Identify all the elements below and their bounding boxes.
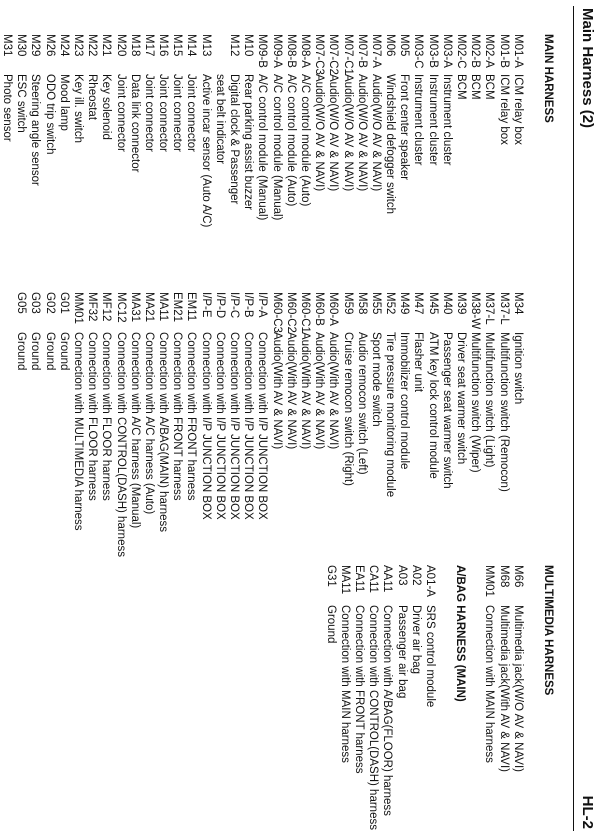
connector-description: Key solenoid	[100, 74, 113, 140]
connector-row	[99, 34, 113, 284]
connector-row	[312, 34, 326, 284]
connector-row	[397, 292, 411, 562]
connector-code: M26	[43, 34, 56, 57]
connector-description: Connection with MAIN harness	[483, 605, 496, 763]
connector-code: M18	[128, 34, 141, 57]
connector-code: M07-C2	[327, 34, 340, 75]
connector-code: M07-C1	[341, 34, 354, 75]
connector-description: Joint connector	[142, 74, 155, 152]
connector-row	[170, 34, 184, 284]
connector-row	[28, 292, 42, 562]
connector-row	[42, 292, 56, 562]
connector-description: Connection with MULTIMEDIA harness	[72, 332, 84, 531]
connector-description: Connection with I/P JUNCTION BOX	[199, 332, 212, 520]
connector-list	[324, 565, 438, 835]
connector-row	[269, 292, 283, 562]
connector-code: M37-L	[497, 292, 510, 325]
connector-code: M31	[1, 34, 14, 57]
connector-row	[284, 292, 298, 562]
connector-description: ODO trip switch	[43, 74, 56, 155]
connector-row	[142, 292, 156, 562]
connector-code: MA11	[157, 292, 170, 322]
connector-row	[355, 292, 369, 562]
connector-description: Multimedia jack(With AV & NAVI)	[497, 605, 510, 773]
connector-code: G31	[324, 565, 337, 587]
connector-code: M02-A	[483, 34, 496, 68]
connector-code: M16	[157, 34, 170, 57]
connector-row	[468, 292, 482, 562]
connector-description: Instrument cluster	[426, 74, 439, 166]
connector-row	[156, 292, 170, 562]
connector-description: Digital clock & Passenger	[228, 74, 241, 205]
connector-description: Connection with CONTROL(DASH) harness	[114, 332, 127, 557]
connector-description: Audio remocon switch (Left)	[355, 332, 368, 475]
connector-description: Audio(With AV & NAVI)	[299, 332, 311, 450]
connector-description: Connection with FLOOR harness	[86, 332, 99, 501]
connector-code: M02-C	[455, 34, 468, 69]
section-title-abag-harness: A/BAG HARNESS (MAIN)	[454, 565, 467, 702]
connector-row	[170, 292, 184, 562]
section-spacer	[525, 565, 539, 835]
connector-description: ICM relay box	[497, 74, 510, 145]
connector-row	[113, 292, 127, 562]
connector-description: Ground	[43, 332, 56, 371]
connector-row	[440, 34, 454, 284]
connector-description: Audio(With AV & NAVI)	[313, 332, 326, 450]
connector-row	[199, 292, 213, 562]
connector-row	[482, 565, 496, 835]
connector-description: Connection with MAIN harness	[338, 605, 351, 763]
connector-row	[440, 292, 454, 562]
connector-description: Multifunction switch (Wiper)	[469, 332, 482, 473]
page-title: Main Harness (2)	[579, 8, 596, 129]
section-spacer	[437, 565, 451, 835]
connector-row	[14, 292, 28, 562]
connector-code: M30	[15, 34, 28, 57]
connector-row	[511, 565, 525, 835]
connector-row	[326, 292, 340, 562]
connector-code: M60-A	[327, 292, 340, 326]
connector-row	[184, 292, 198, 562]
connector-description: Driver seat warmer switch	[455, 332, 468, 465]
connector-code: EM21	[171, 292, 184, 323]
connector-row	[199, 34, 213, 284]
connector-description: Multimedia jack(W/O AV & NAVI)	[511, 605, 524, 772]
connector-code: M45	[426, 292, 439, 315]
section-spacer	[525, 292, 539, 562]
connector-row	[57, 292, 71, 562]
connector-code: M59	[341, 292, 354, 315]
section-title-main-harness: MAIN HARNESS	[542, 34, 554, 123]
connector-description: Connection with I/P JUNCTION BOX	[242, 332, 255, 520]
connector-description: Connection with A/BAG(MAIN) harness	[157, 332, 170, 533]
connector-row	[496, 565, 510, 835]
connector-code: M03-B	[426, 34, 439, 68]
connector-description: Tire pressure monitoring module	[384, 332, 397, 498]
connector-description: Audio(W/O AV & NAVI)	[369, 74, 382, 192]
connector-code: I/P-D	[213, 292, 226, 319]
section-spacer	[525, 34, 539, 284]
connector-code: M39	[455, 292, 468, 315]
connector-row	[395, 565, 409, 835]
connector-list	[14, 292, 525, 562]
connector-description: Connection with A/C harness (Manual)	[128, 332, 141, 529]
connector-description: Ignition switch	[511, 332, 524, 405]
connector-code: I/P-C	[228, 292, 241, 319]
connector-description: ESC switch	[15, 74, 28, 133]
connector-row	[298, 34, 312, 284]
connector-code: M05	[398, 34, 411, 57]
connector-row	[397, 34, 411, 284]
connector-row	[426, 292, 440, 562]
connector-code: M01-B	[497, 34, 510, 68]
connector-code: M60-C2	[284, 292, 297, 333]
connector-row	[411, 292, 425, 562]
connector-row	[355, 34, 369, 284]
connector-code: M20	[114, 34, 127, 57]
connector-row	[426, 34, 440, 284]
connector-description: Sport mode switch	[369, 332, 382, 427]
connector-row	[511, 34, 525, 284]
connector-description: Connection with I/P JUNCTION BOX	[213, 332, 226, 520]
connector-description: ICM relay box	[511, 74, 524, 145]
connector-description: Joint connector	[171, 74, 184, 152]
connector-description: Windshield defogger switch	[384, 74, 397, 214]
connector-code: M07-C3	[313, 34, 326, 75]
connector-row	[411, 34, 425, 284]
connector-description: SRS control module	[424, 605, 437, 708]
connector-code: A03	[395, 565, 408, 586]
connector-code: M22	[86, 34, 99, 57]
connector-description: Multifunction switch (Remocon)	[497, 332, 510, 492]
connector-row	[184, 34, 198, 284]
connector-code: A01-A	[424, 565, 437, 597]
connector-code: M09-A	[270, 34, 283, 68]
connector-code: M12	[228, 34, 241, 57]
connector-description: seat belt indicator	[213, 74, 226, 165]
connector-code: M29	[29, 34, 42, 57]
connector-code: M03-A	[440, 34, 453, 68]
connector-row	[99, 292, 113, 562]
connector-row	[28, 34, 42, 284]
connector-code: G03	[29, 292, 42, 314]
connector-code: EA11	[353, 565, 366, 593]
connector-code: M60-C3	[270, 292, 283, 333]
connector-description: Connection with I/P JUNCTION BOX	[256, 332, 269, 520]
connector-row	[312, 292, 326, 562]
connector-row	[14, 34, 28, 284]
connector-row	[324, 565, 338, 835]
connector-code: M66	[511, 565, 524, 588]
connector-row	[380, 565, 394, 835]
connector-description: Ground	[57, 332, 70, 371]
connector-description: A/C control module (Manual)	[256, 74, 269, 221]
connector-code: MC12	[114, 292, 127, 323]
connector-row	[366, 565, 380, 835]
connector-code: M08-A	[299, 34, 311, 68]
connector-description: Driver air bag	[409, 605, 422, 675]
connector-code: M37-L	[483, 292, 496, 325]
connector-code: M52	[384, 292, 397, 315]
connector-row	[340, 34, 354, 284]
connector-row	[369, 34, 383, 284]
connector-code: M21	[100, 34, 113, 57]
connector-code: M13	[199, 34, 212, 57]
connector-description: ATM key lock control module	[426, 332, 439, 479]
connector-description: Connection with FRONT harness	[171, 332, 184, 501]
connector-code: M49	[398, 292, 411, 315]
connector-description: Active incar sensor (Auto A/C)	[199, 74, 212, 228]
connector-description: Rheostat	[86, 74, 99, 121]
connector-row	[255, 292, 269, 562]
connector-code: MM01	[72, 292, 84, 324]
connector-row	[326, 34, 340, 284]
connector-description: Mood lamp	[57, 74, 70, 131]
connector-code: M14	[185, 34, 198, 57]
connector-description: A/C control module (Auto)	[284, 74, 297, 207]
connector-row	[71, 34, 85, 284]
connector-row	[511, 292, 525, 562]
connector-description: A/C control module (Auto)	[299, 74, 311, 207]
connector-row	[71, 292, 85, 562]
connector-description: Flasher unit	[412, 332, 425, 393]
connector-code: MF12	[100, 292, 113, 322]
connector-description: Audio(W/O AV & NAVI)	[327, 74, 340, 192]
connector-description: Joint connector	[185, 74, 198, 152]
connector-row	[468, 34, 482, 284]
connector-row	[213, 292, 227, 562]
connector-row	[42, 34, 56, 284]
connector-description: BCM	[455, 74, 468, 100]
connector-description: Steering angle sensor	[29, 74, 42, 186]
connector-code: AA11	[381, 565, 394, 593]
connector-code: M06	[384, 34, 397, 57]
connector-list	[482, 565, 525, 835]
connector-description: Audio(With AV & NAVI)	[327, 332, 340, 450]
connector-code: A02	[409, 565, 422, 586]
connector-description: Multifunction switch (Light)	[483, 332, 496, 468]
connector-description: BCM	[469, 74, 482, 100]
connector-code: MA21	[142, 292, 155, 323]
connector-code: M24	[57, 34, 70, 57]
connector-code: G01	[57, 292, 70, 314]
connector-code: G02	[43, 292, 56, 314]
connector-row	[128, 292, 142, 562]
connector-code: M17	[142, 34, 155, 57]
connector-row	[227, 292, 241, 562]
connector-description: Data link connector	[128, 74, 141, 173]
connector-description: Passenger air bag	[395, 605, 408, 699]
connector-description: Photo sensor	[1, 74, 14, 142]
connector-code: M15	[171, 34, 184, 57]
connector-description: Audio(W/O AV & NAVI)	[341, 74, 354, 192]
column-other-harnesses	[324, 565, 556, 835]
connector-description: Ground	[324, 605, 337, 644]
connector-description: Ground	[15, 332, 28, 371]
connector-row	[369, 292, 383, 562]
connector-code: G05	[15, 292, 28, 314]
connector-code: M40	[440, 292, 453, 315]
connector-row	[227, 34, 241, 284]
connector-row	[284, 34, 298, 284]
connector-code: MA31	[128, 292, 141, 323]
connector-code: I/P-A	[256, 292, 269, 318]
connector-row	[113, 34, 127, 284]
connector-description: Passenger seat warmer switch	[440, 332, 453, 489]
connector-row	[213, 34, 227, 284]
connector-row	[352, 565, 366, 835]
connector-description: Front center speaker	[398, 74, 411, 181]
connector-description: Immobilizer control module	[398, 332, 411, 470]
section-title-placeholder	[539, 292, 556, 562]
connector-code: M07-A	[369, 34, 382, 68]
connector-code: I/P-B	[242, 292, 255, 318]
connector-description: Connection with A/C harness (Auto)	[142, 332, 155, 515]
connector-code: M02-B	[469, 34, 482, 68]
connector-description: BCM	[483, 74, 496, 100]
connector-description: Audio(With AV & NAVI)	[284, 332, 297, 450]
connector-description: Audio(With AV & NAVI)	[270, 332, 283, 450]
connector-code: M03-C	[412, 34, 425, 69]
connector-code: I/P-E	[199, 292, 212, 318]
connector-row	[85, 34, 99, 284]
connector-description: Joint connector	[114, 74, 127, 152]
connector-row	[269, 34, 283, 284]
connector-code	[213, 34, 227, 74]
connector-row	[338, 565, 352, 835]
connector-description: Rear parking assist buzzer	[242, 74, 255, 211]
connector-row	[0, 34, 14, 284]
connector-code: M34	[511, 292, 524, 315]
connector-row	[409, 565, 423, 835]
connector-code: CA11	[367, 565, 380, 593]
connector-row	[340, 292, 354, 562]
connector-description: Instrument cluster	[412, 74, 425, 166]
connector-code: M08-B	[284, 34, 297, 68]
connector-row	[454, 34, 468, 284]
connector-description: Cruise remocon switch (Right)	[341, 332, 354, 487]
connector-description: Connection with CONTROL(DASH) harness	[367, 605, 380, 830]
connector-code: M38-W	[469, 292, 482, 330]
connector-row	[423, 565, 437, 835]
connector-row	[383, 292, 397, 562]
connector-description: Joint connector	[157, 74, 170, 152]
connector-row	[255, 34, 269, 284]
connector-description: A/C control module (Manual)	[270, 74, 283, 221]
connector-code: M01-A	[511, 34, 524, 68]
connector-description: Connection with A/BAG(FLOOR) harness	[381, 605, 394, 816]
connector-description: Connection with FRONT harness	[353, 605, 366, 774]
connector-row	[156, 34, 170, 284]
connector-code: M60-B	[313, 292, 326, 326]
connector-code: EM11	[185, 292, 198, 322]
connector-description: Instrument cluster	[440, 74, 453, 166]
connector-row	[241, 34, 255, 284]
connector-description: Ground	[29, 332, 42, 371]
connector-list	[0, 34, 525, 284]
connector-row	[496, 34, 510, 284]
connector-code: M10	[242, 34, 255, 57]
connector-row	[482, 34, 496, 284]
connector-description: Key ill. switch	[72, 74, 84, 144]
connector-code: MA11	[338, 565, 351, 595]
connector-row	[57, 34, 71, 284]
connector-row	[496, 292, 510, 562]
connector-code: M58	[355, 292, 368, 315]
connector-code: M55	[369, 292, 382, 315]
connector-row	[482, 292, 496, 562]
connector-row	[128, 34, 142, 284]
connector-code: M47	[412, 292, 425, 315]
connector-description: Connection with I/P JUNCTION BOX	[228, 332, 241, 520]
connector-description: Audio(W/O AV & NAVI)	[313, 74, 326, 192]
connector-description: Audio(W/O AV & NAVI)	[355, 74, 368, 192]
connector-code: M07-B	[355, 34, 368, 68]
connector-row	[454, 292, 468, 562]
connector-code: M68	[497, 565, 510, 588]
connector-code: M23	[72, 34, 84, 57]
connector-row	[85, 292, 99, 562]
section-title-multimedia-harness: MULTIMEDIA HARNESS	[542, 565, 554, 696]
column-main-harness-continued	[14, 292, 556, 562]
connector-code: MF32	[86, 292, 99, 322]
connector-description: Connection with FLOOR harness	[100, 332, 113, 501]
column-main-harness	[0, 34, 556, 284]
connector-code: MM01	[483, 565, 496, 597]
connector-row	[298, 292, 312, 562]
connector-code: M09-B	[256, 34, 269, 68]
header-divider	[573, 6, 574, 831]
connector-row	[241, 292, 255, 562]
section-gap	[468, 565, 482, 835]
connector-row	[142, 34, 156, 284]
connector-description: Connection with FRONT harness	[185, 332, 198, 501]
connector-code: M60-C1	[299, 292, 311, 333]
page-number: HL-2	[579, 795, 596, 829]
connector-row	[383, 34, 397, 284]
